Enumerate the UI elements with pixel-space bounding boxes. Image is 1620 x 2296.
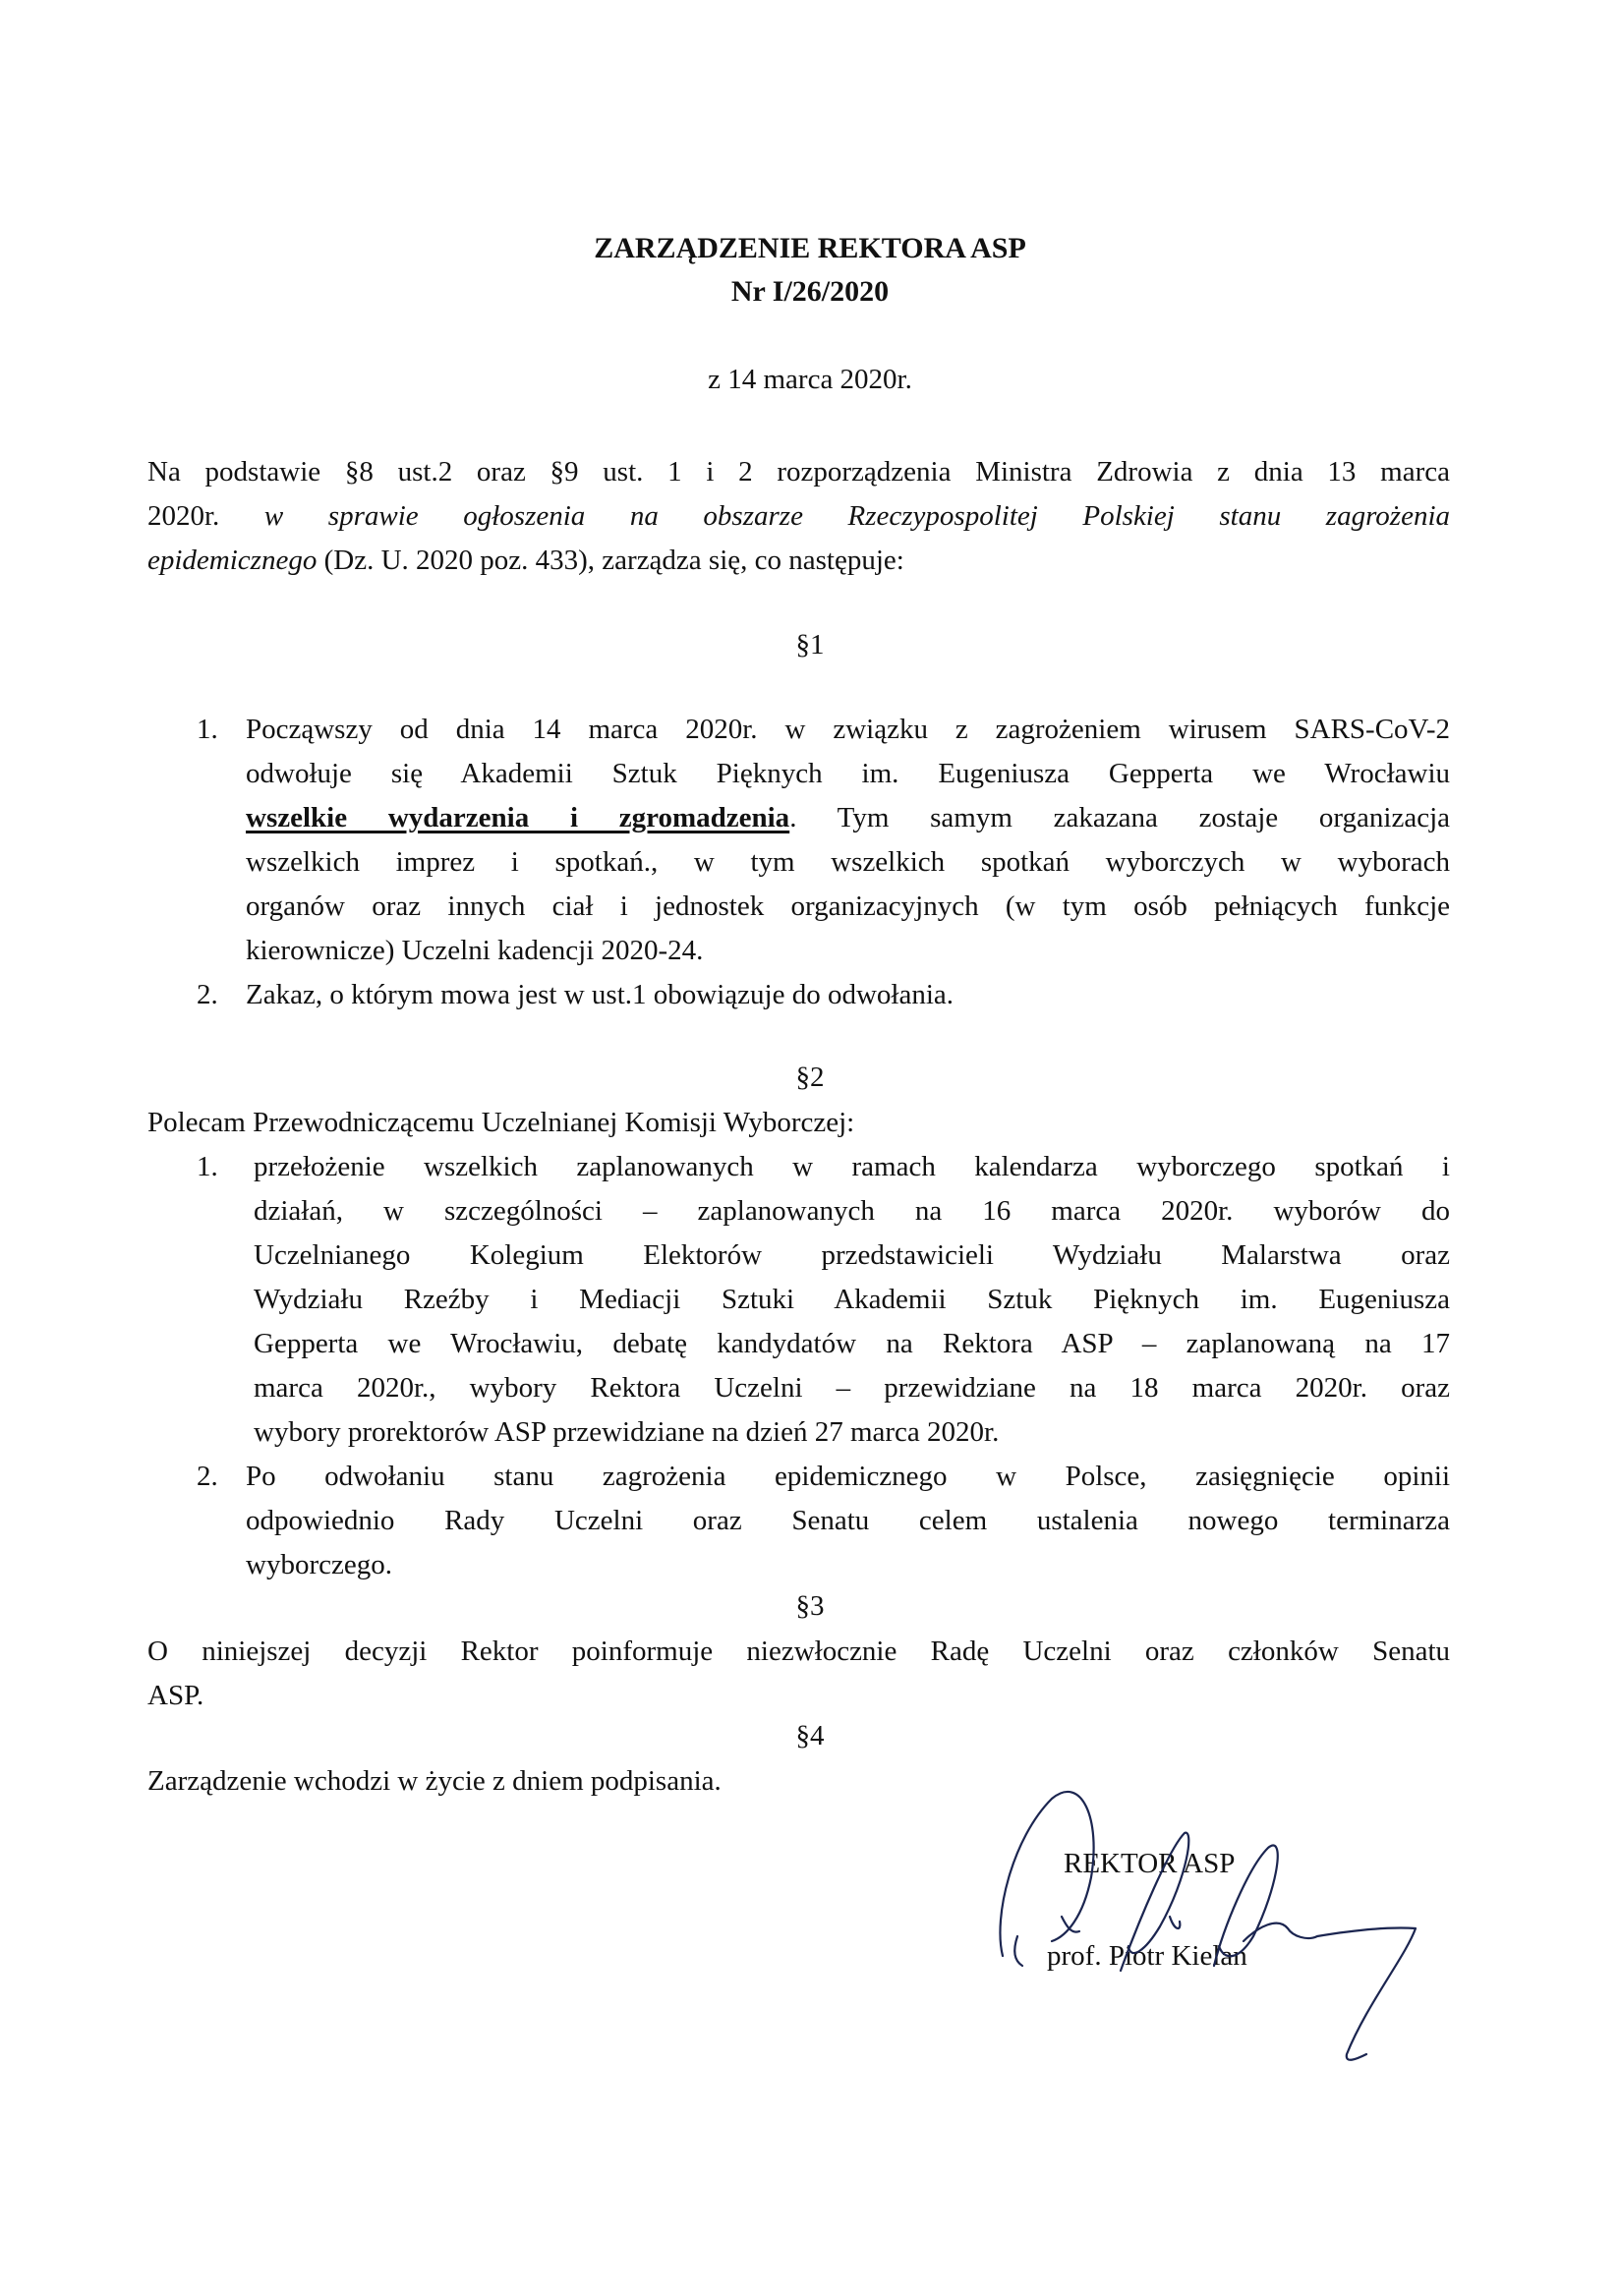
section-3-heading: §3 <box>795 1590 825 1622</box>
preamble-line-3 <box>147 539 904 583</box>
document-date: z 14 marca 2020r. <box>708 364 912 395</box>
s2-item-2-number: 2. <box>197 1461 218 1492</box>
section-3-line: O niniejszej decyzji Rektor poinformuje niezwłocznie Radę Uczelni oraz członków Senatu <box>147 1636 1450 1667</box>
s1-item-1-line: Począwszy od dnia 14 marca 2020r. w związku z zagrożeniem wirusem SARS-CoV-2 <box>246 714 1450 745</box>
signature-stroke <box>1014 1936 1022 1966</box>
preamble-text: 2020r. <box>147 500 264 532</box>
s2-item-2-line: odpowiednio Rady Uczelni oraz Senatu celem ustalenia nowego terminarza <box>246 1505 1450 1536</box>
s1-item-1-text: . Tym samym zakazana zostaje organizacja <box>789 802 1451 833</box>
document-number: Nr I/26/2020 <box>730 275 890 308</box>
section-2-heading: §2 <box>795 1062 825 1093</box>
s1-item-1-line <box>246 796 1450 840</box>
s1-item-1-line: odwołuje się Akademii Sztuk Pięknych im. Eugeniusza Gepperta we Wrocławiu <box>246 758 1450 789</box>
regulation-title: w sprawie ogłoszenia na obszarze Rzeczypospolitej Polskiej stanu zagrożenia <box>263 500 1450 532</box>
s1-item-2-line: Zakaz, o którym mowa jest w ust.1 obowiązuje do odwołania. <box>246 979 955 1010</box>
s2-item-1-number: 1. <box>197 1151 218 1182</box>
s2-item-1-line: wybory prorektorów ASP przewidziane na dzień 27 marca 2020r. <box>254 1416 1000 1448</box>
signature-stroke <box>1170 1917 1180 1928</box>
handwritten-signature <box>973 1759 1445 2064</box>
signature-stroke <box>1214 1845 1278 1966</box>
section-2-intro: Polecam Przewodniczącemu Uczelnianej Komisji Wyborczej: <box>147 1107 855 1138</box>
signature-role: REKTOR ASP <box>1064 1848 1236 1879</box>
signature-stroke <box>1121 1833 1188 1971</box>
s1-item-1-line: wszelkich imprez i spotkań., w tym wszelkich spotkań wyborczych w wyborach <box>246 846 1450 878</box>
section-4-text: Zarządzenie wchodzi w życie z dniem podpisania. <box>147 1765 722 1797</box>
preamble-line-2 <box>147 494 1450 539</box>
s1-item-1-number: 1. <box>197 714 218 745</box>
section-4-heading: §4 <box>795 1720 825 1751</box>
s1-item-2-number: 2. <box>197 979 218 1010</box>
preamble-line-1: Na podstawie §8 ust.2 oraz §9 ust. 1 i 2 rozporządzenia Ministra Zdrowia z dnia 13 marca <box>147 456 1450 488</box>
s1-item-1-line: kierownicze) Uczelni kadencji 2020-24. <box>246 935 704 966</box>
s2-item-1-line: Gepperta we Wrocławiu, debatę kandydatów na Rektora ASP – zaplanowaną na 17 <box>254 1328 1450 1359</box>
signature-name: prof. Piotr Kielan <box>1047 1940 1247 1972</box>
s2-item-2-line: wyborczego. <box>246 1549 392 1580</box>
section-1-heading: §1 <box>795 629 825 660</box>
s2-item-1-line: Wydziału Rzeźby i Mediacji Sztuki Akademii Sztuk Pięknych im. Eugeniusza <box>254 1284 1450 1315</box>
emphasis-text: wszelkie wydarzenia i zgromadzenia <box>246 802 790 833</box>
document-title: ZARZĄDZENIE REKTORA ASP <box>594 232 1026 264</box>
s2-item-2-line: Po odwołaniu stanu zagrożenia epidemicznego w Polsce, zasięgnięcie opinii <box>246 1461 1450 1492</box>
s2-item-1-line: przełożenie wszelkich zaplanowanych w ramach kalendarza wyborczego spotkań i <box>254 1151 1450 1182</box>
preamble-text-end: (Dz. U. 2020 poz. 433), zarządza się, co następuje: <box>317 545 904 576</box>
s2-item-1-line: Uczelnianego Kolegium Elektorów przedstawicieli Wydziału Malarstwa oraz <box>254 1239 1450 1271</box>
signature-stroke <box>1244 1923 1416 2060</box>
regulation-title-end: epidemicznego <box>147 545 318 576</box>
s2-item-1-line: działań, w szczególności – zaplanowanych na 16 marca 2020r. wyborów do <box>254 1195 1450 1227</box>
s2-item-1-line: marca 2020r., wybory Rektora Uczelni – przewidziane na 18 marca 2020r. oraz <box>254 1372 1450 1404</box>
s1-item-1-line: organów oraz innych ciał i jednostek organizacyjnych (w tym osób pełniących funkcje <box>246 890 1450 922</box>
section-3-line: ASP. <box>147 1680 204 1711</box>
